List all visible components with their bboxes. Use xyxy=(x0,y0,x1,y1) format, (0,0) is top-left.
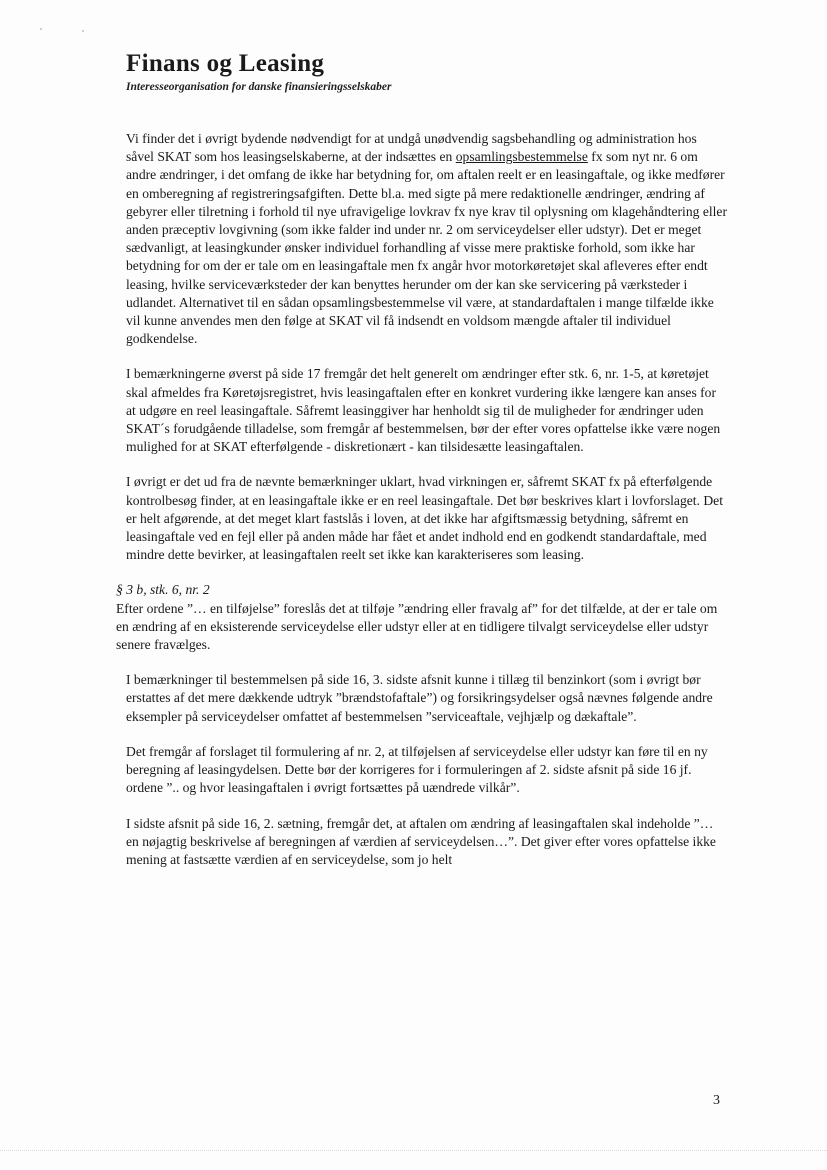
scan-speck xyxy=(82,30,84,32)
paragraph-text: fx som nyt nr. 6 om andre ændringer, i det omfang de ikke har betydning for, om aftalen reelt er en leasingaftale, og ikke medfører en omberegning af registreringsafgiften. Dette bl.a. med sigte på mere redaktionelle ændringer, ændring af gebyrer eller tilretning i forhold til nye ufravigelige lovkrav fx nye krav til oplysning om klagehåndtering eller anden præceptiv lovgivning (som ikke falder ind under nr. 2 om serviceydelser eller udstyr). Det er meget sædvanligt, at leasingkunder ønsker individuel forhandling af visse mere praktiske forhold, som ikke har betydning for om der er tale om en leasingaftale men fx angår hvor motorkøretøjet skal afleveres efter endt leasing, hvilke serviceværksteder der kan benyttes herunder om der kan ske servicering på værksteder i udlandet. Alternativet til en sådan opsamlingsbestemmelse vil være, at standardaftalen i mange tilfælde ikke vil kunne anvendes men den følge at SKAT vil få indsendt en voldsom mængde aftaler til individuel godkendelse. xyxy=(126,149,727,347)
paragraph-opsamlingsbestemmelse xyxy=(126,130,728,348)
scan-speck xyxy=(40,28,42,30)
scan-edge-line xyxy=(0,1150,827,1152)
paragraph-serviceydelser-eksempler: I bemærkninger til bestemmelsen på side 16, 3. sidste afsnit kunne i tillæg til benzinkort (som i øvrigt bør erstattes af det mere dækkende udtryk ”brændstofaftale”) og forsikringsydelser også nævnes følgende andre eksempler på serviceydelser omfattet af bestemmelsen ”serviceaftale, vejhjælp og dækaftale”. xyxy=(126,672,713,724)
letterhead xyxy=(126,48,392,93)
underlined-term: opsamlingsbestemmelse xyxy=(455,149,588,165)
paragraph-bemaerkninger-side-17: I bemærkningerne øverst på side 17 fremgår det helt generelt om ændringer efter stk. 6, nr. 1-5, at køretøjet skal afmeldes fra Køretøjsregistret, hvis leasingaftalen efter en konkret vurdering ikke længere kan anses for at udgøre en reel leasingaftale. Såfremt leasinggiver har henholdt sig til de muligheder for ændringer uden SKAT´s forudgående tilladelse, som fremgår af bestemmelsen, bør der efter vores opfattelse ikke være nogen mulighed for at SKAT efterfølgende - diskretionært - kan tilsidesætte leasingaftalen. xyxy=(126,366,721,455)
paragraph-virkning-kontrolbesog: I øvrigt er det ud fra de nævnte bemærkninger uklart, hvad virkningen er, såfremt SKAT fx på efterfølgende kontrolbesøg finder, at en leasingaftale ikke er en reel leasingaftale. Det bør beskrives klart i lovforslaget. Det er helt afgørende, at det meget klart fastslås i loven, at det ikke har afgiftsmæssig betydning, såfremt en leasingaftale ved en fejl eller på anden måde har fået et andet indhold end en godkendt standardaftale, med mindre dette bevirker, at leasingaftalen reelt set ikke kan karakteriseres som leasing. xyxy=(126,474,723,563)
paragraph-sidste-afsnit-side-16: I sidste afsnit på side 16, 2. sætning, fremgår det, at aftalen om ændring af leasingaftalen skal indeholde ”… en nøjagtig beskrivelse af beregningen af værdien af serviceydelsen…”. Det giver efter vores opfattelse ikke mening at fastsætte værdien af en serviceydelse, som jo helt xyxy=(126,815,716,867)
letter-body xyxy=(116,130,728,886)
paragraph-formulering-nr2: Det fremgår af forslaget til formulering af nr. 2, at tilføjelsen af serviceydelse eller udstyr kan føre til en ny beregning af leasingydelsen. Dette bør der korrigeres for i formuleringen af 2. sidste afsnit på side 16 jf. ordene ”.. og hvor leasingaftalen i øvrigt fortsættes på uændrede vilkår”. xyxy=(126,743,708,796)
paragraph-text: Vi finder det i øvrigt bydende nødvendigt for at undgå unødvendig sagsbehandling og administration hos såvel SKAT som hos leasingselskaberne, at der indsættes en xyxy=(126,131,697,165)
section-3b-stk6-nr2 xyxy=(116,581,728,654)
organization-tagline: Interesseorganisation for danske finansieringsselskaber xyxy=(126,81,392,93)
section-heading: § 3 b, stk. 6, nr. 2 xyxy=(116,582,210,598)
paragraph-text: Efter ordene ”… en tilføjelse” foreslås det at tilføje ”ændring eller fravalg af” for det tilfælde, at der er tale om en ændring af en eksisterende serviceydelse eller udstyr eller at en tidligere tilvalgt serviceydelse eller udstyr senere fravælges. xyxy=(116,600,718,653)
organization-name: Finans og Leasing xyxy=(126,50,325,77)
page-number: 3 xyxy=(713,1093,720,1108)
